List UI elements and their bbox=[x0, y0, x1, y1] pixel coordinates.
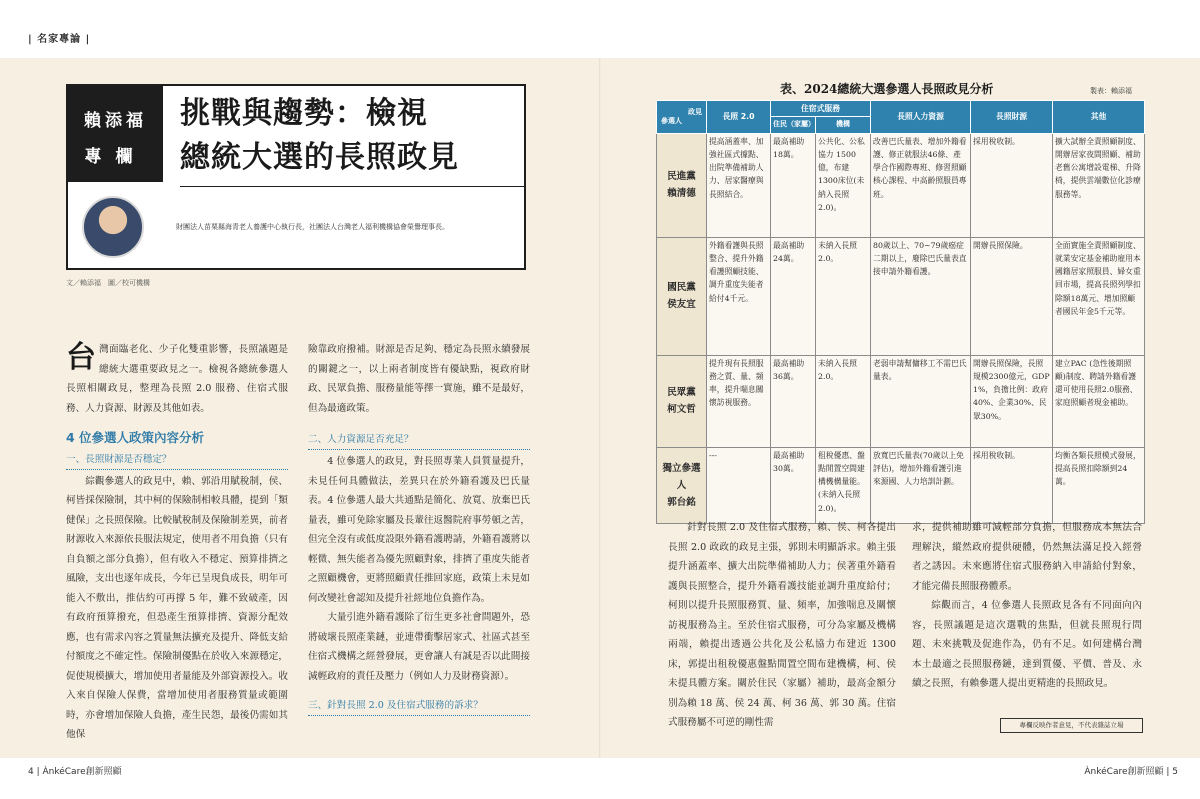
column-label: 專欄 bbox=[84, 147, 147, 167]
table-cell: 老弱申請幫傭移工不需巴氏量表。 bbox=[871, 355, 971, 447]
body-column-4 bbox=[912, 518, 1142, 694]
table-credit: 製表：賴添福 bbox=[1090, 87, 1132, 95]
candidate-name: 國民黨 侯友宜 bbox=[657, 237, 707, 355]
title-line-1: 挑戰與趨勢：檢視 bbox=[180, 96, 428, 131]
table-cell: 提高涵蓋率、加強社區式據點、出院準備補助人力、居家醫療與長照結合。 bbox=[707, 133, 771, 237]
page-number-right: ÀnkéCare創新照顧 | 5 bbox=[1084, 767, 1178, 777]
column-author: 賴添福 bbox=[84, 111, 147, 131]
col-header: 長照 2.0 bbox=[707, 101, 771, 134]
subheading-manpower: 二、人力資源足否充足？ bbox=[308, 430, 530, 450]
page-number-left: 4 | ÀnkéCare創新照顧 bbox=[28, 767, 122, 777]
table-cell: 改善巴氏量表、增加外籍看護、修正就服法46條、產學合作國際專班、修習照顧核心課程、中高齡照服員專班。 bbox=[871, 133, 971, 237]
paragraph-services-cont: 求，提供補助雖可減輕部分負擔，但服務成本無法合理解決，縱然政府提供硬體，仍然無法滿足投入經營者之誘因。未來應將住宿式服務納入申請給付對象，才能完備長照服務體系。 bbox=[912, 522, 1142, 592]
table-cell: 開辦長照保險。 bbox=[971, 237, 1053, 355]
table-cell: 開辦長照保險，長照規模2300億元，GDP 1%，負擔比例：政府40%、企業30%、民眾30%。 bbox=[971, 355, 1053, 447]
candidate-name: 民眾黨 柯文哲 bbox=[657, 355, 707, 447]
table-cell: 採用稅收制。 bbox=[971, 133, 1053, 237]
section-tag: | 名家專論 | bbox=[28, 34, 91, 45]
paragraph-foreign-care: 大量引進外籍看護除了衍生更多社會問題外，恐將破壞長照產業鏈，並連帶衝擊居家式、社區式甚至住宿式機構之經營發展，更會讓人有誠是否以此間接減輕政府的責任及壓力（例如人力及財務資源）。 bbox=[308, 612, 530, 682]
table-cell: 最高補助 36萬。 bbox=[771, 355, 816, 447]
col-header: 長照財源 bbox=[971, 101, 1053, 134]
table-cell: 未納入長照 2.0。 bbox=[816, 355, 871, 447]
gutter bbox=[599, 58, 601, 758]
col-header: 住宿式服務 bbox=[771, 101, 871, 117]
table-row bbox=[657, 355, 1145, 447]
col-header: 其他 bbox=[1053, 101, 1145, 134]
sub-header: 住民（家屬） bbox=[771, 117, 816, 133]
table-cell: 擴大試辦全責照顧制度、開辦居家夜間照顧、補助老舊公寓增設電梯、升降椅，提供雲端數位化診療服務等。 bbox=[1053, 133, 1145, 237]
table-cell: 採用稅收制。 bbox=[971, 447, 1053, 523]
paragraph-conclusion: 綜觀而言，4 位參選人長照政見各有不同面向內容，長照議題是這次選戰的焦點，但就長照現行問題、未來挑戰及促進作為，仍有不足。如何建構台灣本土最適之長照服務鏈，達到質優、平價、普及、永續之長照，有賴參選人提出更精進的長照政見。 bbox=[912, 600, 1142, 689]
policy-table bbox=[656, 100, 1145, 524]
table-cell: 外籍看護與長照整合、提升外籍看護照顧技能、調升重度失能者給付4千元。 bbox=[707, 237, 771, 355]
drop-cap: 台 bbox=[66, 340, 96, 375]
article-title bbox=[180, 92, 520, 180]
table-cell: 最高補助 18萬。 bbox=[771, 133, 816, 237]
article-credit: 文／賴添福 圖／校可機構 bbox=[66, 279, 150, 287]
table-cell: 放寬巴氏量表(70歲以上免評估)，增加外籍看護引進來源國、人力培訓計劃。 bbox=[871, 447, 971, 523]
subheading-services: 三、針對長照 2.0 及住宿式服務的訴求？ bbox=[308, 696, 530, 716]
author-portrait bbox=[82, 196, 144, 258]
col-header: 長照人力資源 bbox=[871, 101, 971, 134]
table-corner: 政見 參選人 bbox=[657, 101, 707, 134]
table-cell: 未納入長照 2.0。 bbox=[816, 237, 871, 355]
body-column-1 bbox=[66, 340, 288, 745]
candidate-name: 獨立參選人 郭台銘 bbox=[657, 447, 707, 523]
body-column-3 bbox=[668, 518, 896, 733]
top-band bbox=[0, 0, 1200, 58]
table-cell: 最高補助 24萬。 bbox=[771, 237, 816, 355]
table-cell: --- bbox=[707, 447, 771, 523]
table-cell: 建立PAC (急性後期照顧)制度、聘請外籍看護還可使用長照2.0服務、家庭照顧者現金補助。 bbox=[1053, 355, 1145, 447]
candidate-name: 民進黨 賴清德 bbox=[657, 133, 707, 237]
title-line-2: 總統大選的長照政見 bbox=[180, 140, 459, 175]
paragraph-finance: 綜觀參選人的政見中，賴、郭沿用賦稅制，侯、柯皆採保險制，其中柯的保險制相較具體，提到「類健保」之長照保險。比較賦稅制及保險制差異，前者財源收入來源依長服法規定，使用者不用負擔（只有自負額之部分負擔），但有收入不穩定、預算排擠之風險，支出也逐年成長，今年已呈現負成長，明年可能入不敷出，推估約可再撐 5 年，難不致破產，因有政府預算撥充，但恐產生預算排擠、資源分配效應，也有需求內容之質量無法擴充及提升、降低支給付額度之不確定性。保險制優點在於收入來源穩定，促使規模擴大，增加使用者量能及外部資源投入。收入來自保險人保費，當增加使用者服務質量或範圍時，亦會增加保險人負擔，產生民怨，最後仍需如其他保 bbox=[66, 475, 288, 740]
paragraph-services: 針對長照 2.0 及住宿式服務，賴、侯、柯各提出長照 2.0 政政的政見主張，郭則未明顯訴求。賴主張提升涵蓋率、擴大出院準備補助人力；侯著重外籍看護與長照整合，提升外籍看護技能並調升重度給付；柯則以提升長照服務質、量、頻率，加強喘息及關懷訪視服務為主。至於住宿式服務，可分為家屬及機構兩端，賴提出透過公共化及公私協力布建近 1300 床，郭提出租稅優惠盤點閒置空間布建機構，柯、侯未提具體方案。關於住民（家屬）補助，最高金額分別為賴 18 萬、侯 24 萬、柯 36 萬、郭 30 萬。住宿式服務屬不可逆的剛性需 bbox=[668, 522, 896, 728]
disclaimer-box: 專欄反映作者意見，不代表雜誌立場 bbox=[1000, 718, 1143, 733]
body-column-2 bbox=[308, 340, 530, 718]
subheading-finance: 一、長照財源是否穩定？ bbox=[66, 450, 288, 470]
table-title: 表、2024總統大選參選人長照政見分析 bbox=[780, 82, 994, 96]
table-cell: 全面實施全責照顧制度、就業安定基金補助雇用本國籍居家照服員、婦女重回市場，提高長照列學扣除額18萬元、增加照顧者國民年金5千元等。 bbox=[1053, 237, 1145, 355]
table-cell: 最高補助 30萬。 bbox=[771, 447, 816, 523]
table-cell: 公共化、公私協力 1500 億，布建 1300床位(未納入長照 2.0)。 bbox=[816, 133, 871, 237]
column-badge bbox=[68, 86, 163, 182]
table-row bbox=[657, 133, 1145, 237]
table-row bbox=[657, 237, 1145, 355]
intro-paragraph: 台灣面臨老化、少子化雙重影響，長照議題是總統大選重要政見之一。檢視各總統參選人長照相關政見，整理為長照 2.0 服務、住宿式服務、人力資源、財源及其他如表。 bbox=[66, 340, 288, 414]
table-cell: 提升現有長照服務之質、量、頻率，提升喘息關懷訪視服務。 bbox=[707, 355, 771, 447]
title-rule bbox=[180, 186, 526, 187]
paragraph-finance-cont: 險靠政府撥補。財源是否足夠、穩定為長照永續發展的關鍵之一，以上兩者制度皆有優缺點，視政府財政、民眾負擔、服務量能等擇一實施，雖不是最好，但為最適政策。 bbox=[308, 344, 530, 414]
paragraph-manpower: 4 位參選人的政見，對長照專業人員質量提升，未見任何具體做法，差異只在於外籍看護及巴氏量表。4 位參選人最大共通點是簡化、放寬、放棄巴氏量表，雖可免除家屬及長輩往返醫院府事勞頓之苦，但完全沒有或低度設限外籍看護聘請，外籍看護將以輕微、無失能者為優先照顧對象，排擠了重度失能者之照顧機會，更將照顧責任推回家庭，政策上未見如何改變社會認知及提升社經地位負擔作為。 bbox=[308, 456, 530, 604]
sub-header: 機構 bbox=[816, 117, 871, 133]
author-bio: 財團法人苗栗縣海青老人養護中心執行長，社團法人台灣老人福利機構協會榮譽理事長。 bbox=[176, 223, 449, 231]
section-heading: 4 位參選人政策內容分析 bbox=[66, 430, 205, 445]
table-cell: 均衡各類長照模式發展，提高長照扣除額到24萬。 bbox=[1053, 447, 1145, 523]
table-cell: 80歲以上、70~79歲癌症二期以上，廢除巴氏量表直接申請外籍看護。 bbox=[871, 237, 971, 355]
table-row bbox=[657, 447, 1145, 523]
table-cell: 租稅優惠、盤點閒置空間建構機構量能。(未納入長照2.0)。 bbox=[816, 447, 871, 523]
